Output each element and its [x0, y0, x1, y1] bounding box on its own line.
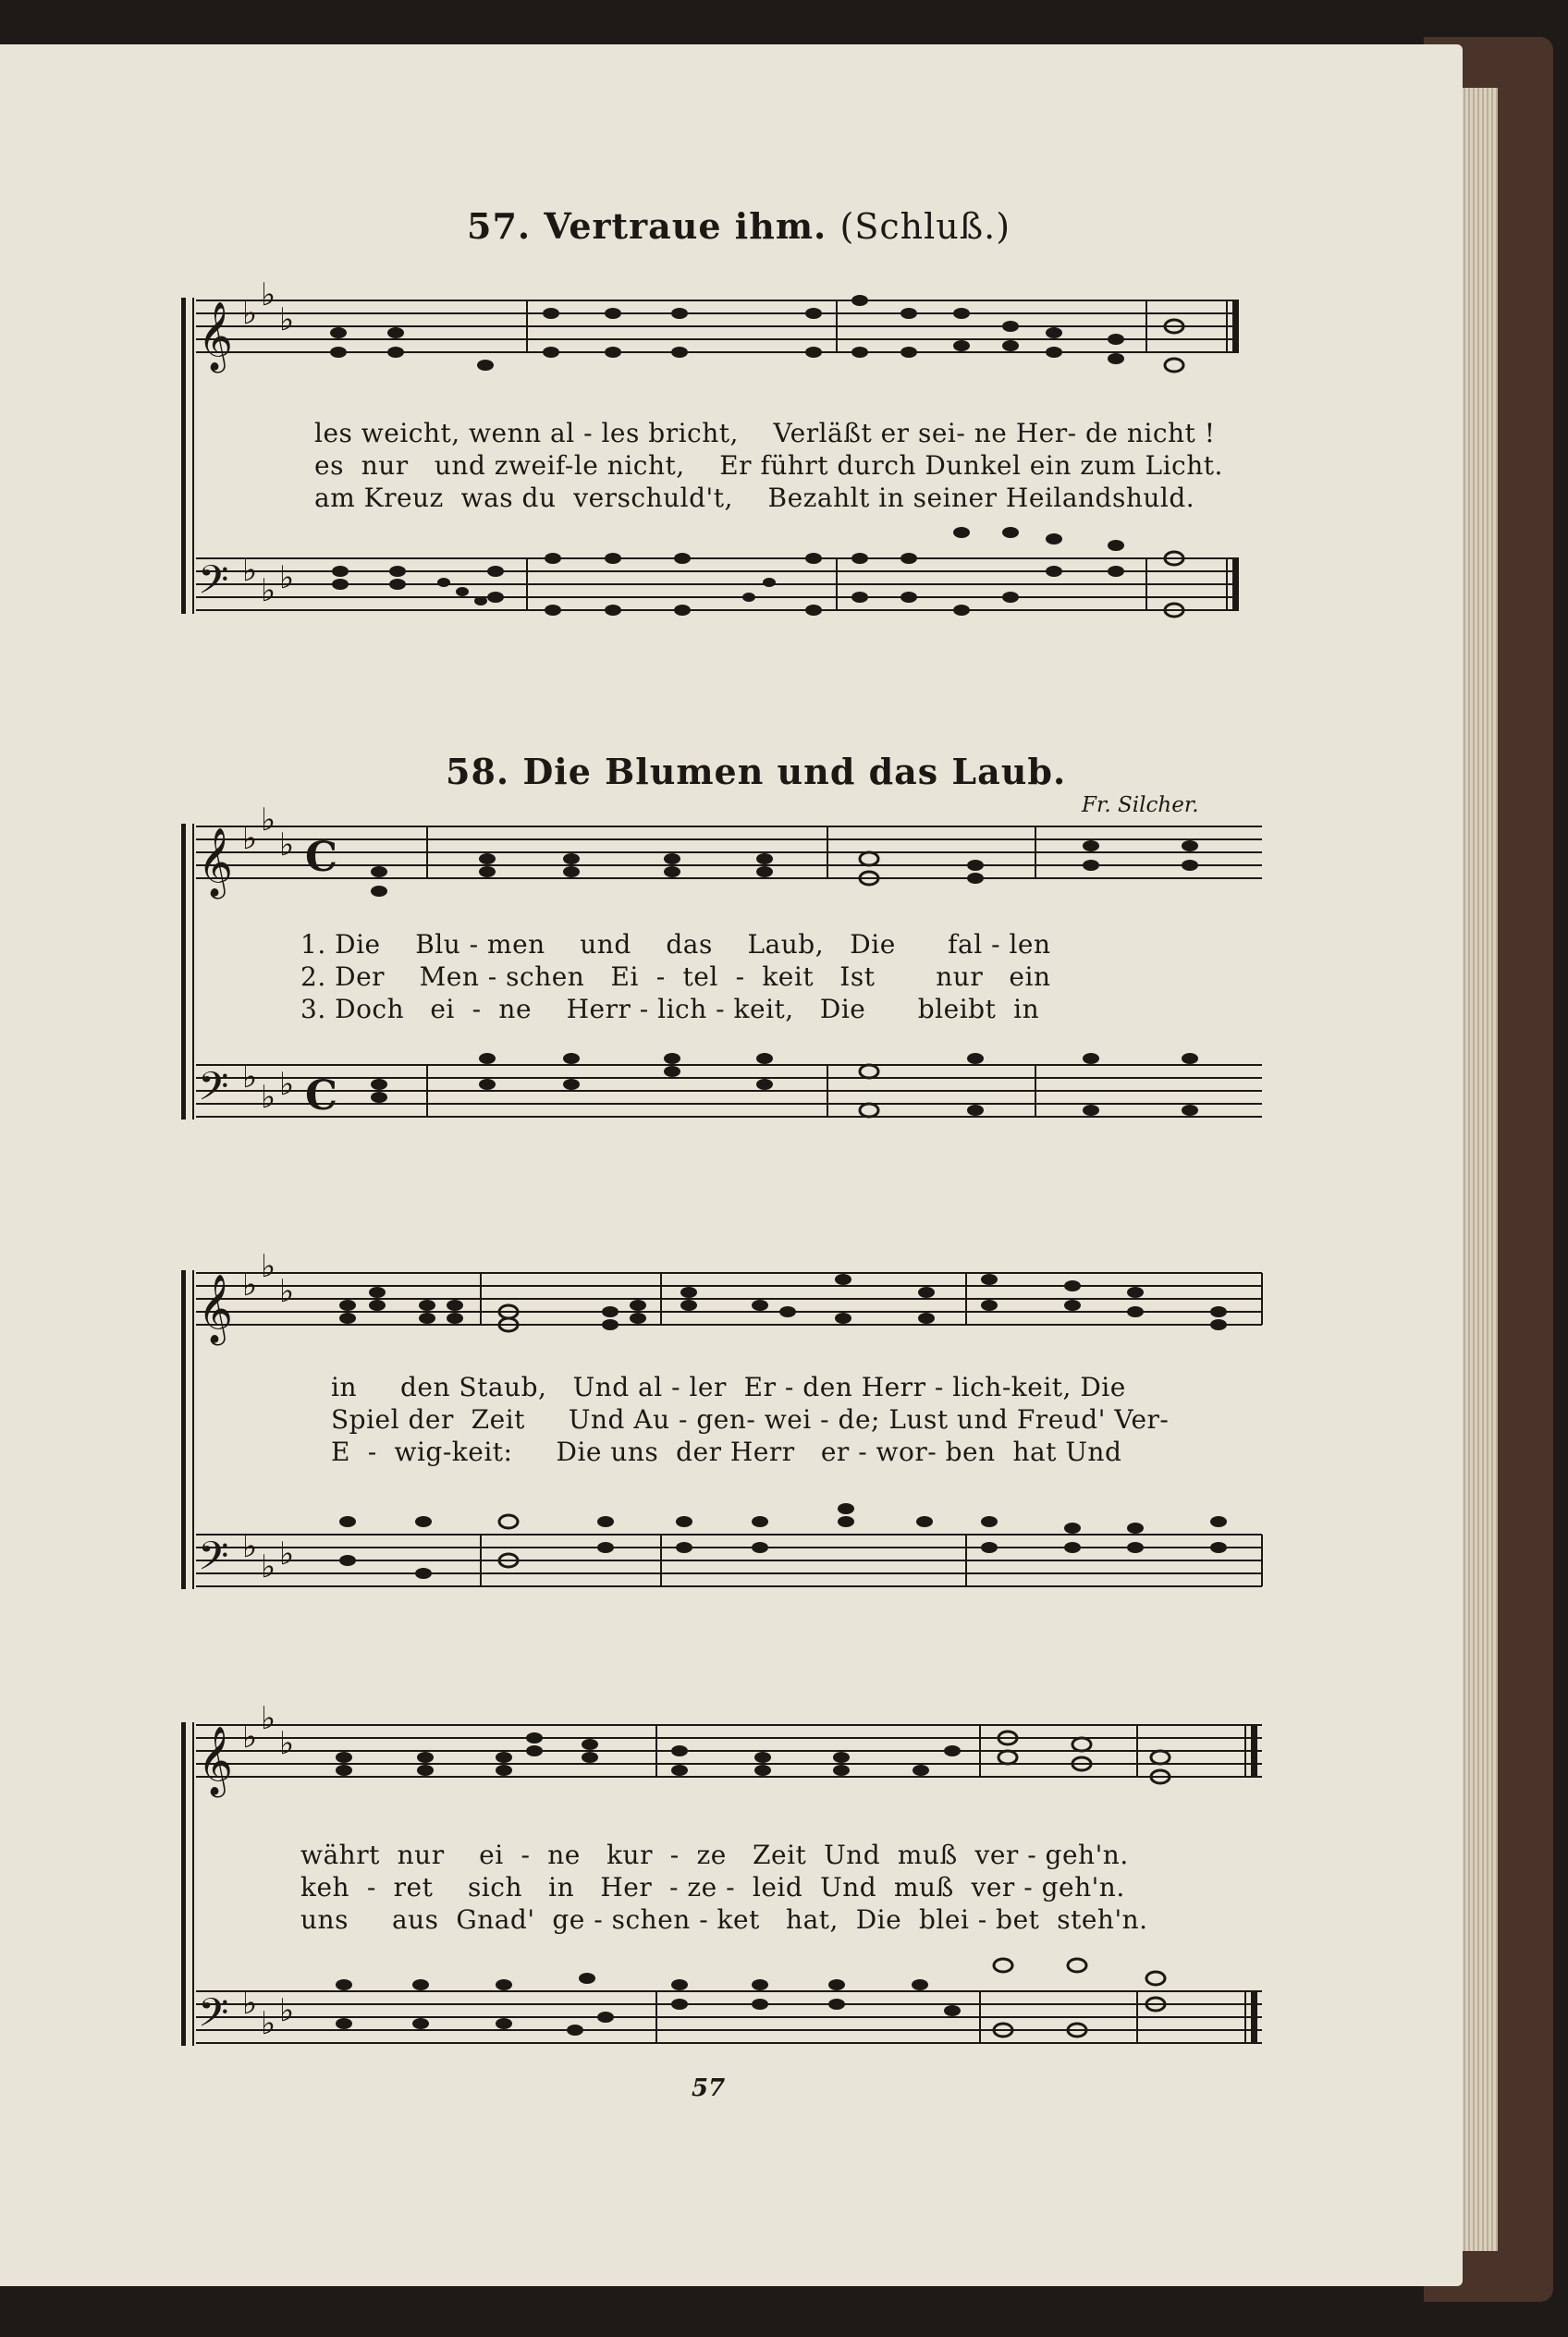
staff-58-s1-bass [196, 1065, 1262, 1117]
svg-text:♭: ♭ [261, 572, 276, 609]
svg-text:♭: ♭ [261, 1548, 276, 1585]
system-brackets [181, 298, 194, 2046]
svg-text:𝄢: 𝄢 [198, 1534, 229, 1589]
hymn-57-title-text: 57. Vertraue ihm. [467, 205, 827, 247]
hymn-57-lyric-1: les weicht, wenn al - les bricht, Verläßt er sei- ne Her- de nicht ! [314, 418, 1216, 448]
svg-text:C: C [305, 1072, 338, 1120]
staff-58-s3-treble [196, 1725, 1262, 1777]
svg-text:C: C [305, 834, 338, 881]
final-barlines [1226, 300, 1257, 2043]
svg-text:♭: ♭ [242, 1266, 258, 1303]
hymn-58-s1-lyric-1: 1. Die Blu - men und das Laub, Die fal - len [300, 929, 1051, 960]
clefs-and-signatures [198, 276, 337, 2046]
svg-text:♭: ♭ [261, 1248, 276, 1285]
hymn-57-subtitle: (Schluß.) [839, 206, 1011, 247]
svg-text:𝄞: 𝄞 [198, 1727, 233, 1795]
svg-text:♭: ♭ [242, 1528, 258, 1565]
hymn-58-s2-lyric-3: E - wig-keit: Die uns der Herr er - wor- ben hat Und [331, 1437, 1122, 1467]
hymn-58-s3-lyric-2: keh - ret sich in Her - ze - leid Und muß ver - geh'n. [300, 1872, 1125, 1903]
hymn-58-s3-lyric-3: uns aus Gnad' ge - schen - ket hat, Die blei - bet steh'n. [300, 1904, 1148, 1935]
hymn-57-title [467, 205, 1011, 247]
svg-text:𝄞: 𝄞 [198, 828, 233, 897]
svg-text:♭: ♭ [279, 1725, 295, 1762]
hymn-58-s1-lyric-3: 3. Doch ei - ne Herr - lich - keit, Die bleibt in [300, 994, 1040, 1024]
svg-text:𝄢: 𝄢 [198, 1064, 229, 1120]
svg-text:♭: ♭ [279, 1066, 295, 1103]
svg-text:♭: ♭ [279, 559, 295, 596]
svg-text:♭: ♭ [261, 276, 276, 313]
svg-text:♭: ♭ [279, 1992, 295, 2029]
hymn-57-lyric-3: am Kreuz was du verschuld't, Bezahlt in seiner Heilandshuld. [314, 483, 1195, 513]
staff-58-s3-bass [196, 1991, 1262, 2043]
svg-text:♭: ♭ [242, 295, 258, 332]
svg-text:♭: ♭ [279, 1536, 295, 1572]
svg-text:♭: ♭ [261, 801, 276, 838]
svg-text:♭: ♭ [279, 301, 295, 338]
page-number: 57 [692, 2074, 726, 2102]
svg-text:𝄢: 𝄢 [198, 1990, 229, 2046]
svg-text:♭: ♭ [279, 826, 295, 863]
svg-text:♭: ♭ [242, 1985, 258, 2022]
composer-credit: Fr. Silcher. [1082, 793, 1199, 817]
hymn-58-s2-lyric-1: in den Staub, Und al - ler Er - den Herr - lich-keit, Die [331, 1372, 1126, 1402]
svg-text:𝄞: 𝄞 [198, 1275, 233, 1343]
svg-text:♭: ♭ [261, 1700, 276, 1737]
hymn-58-s3-lyric-1: währt nur ei - ne kur - ze Zeit Und muß ver - geh'n. [300, 1840, 1129, 1870]
hymn-58-title: 58. Die Blumen und das Laub. [446, 751, 1067, 792]
svg-text:♭: ♭ [261, 2005, 276, 2042]
staff-58-s2-treble [196, 1273, 1262, 1325]
svg-text:♭: ♭ [261, 1079, 276, 1116]
staff-58-s1-treble [196, 826, 1262, 878]
staff-57-treble [196, 300, 1239, 352]
svg-text:♭: ♭ [242, 1058, 258, 1095]
staff-57-bass [196, 558, 1239, 610]
svg-text:𝄢: 𝄢 [198, 557, 229, 613]
svg-text:♭: ♭ [242, 820, 258, 857]
svg-text:♭: ♭ [242, 552, 258, 589]
svg-text:♭: ♭ [279, 1273, 295, 1310]
hymn-58-s2-lyric-2: Spiel der Zeit Und Au - gen- wei - de; Lust und Freud' Ver- [331, 1404, 1170, 1435]
noteheads [330, 295, 1227, 2037]
hymn-57-lyric-2: es nur und zweif-le nicht, Er führt durch Dunkel ein zum Licht. [314, 450, 1223, 481]
svg-text:♭: ♭ [242, 1719, 258, 1756]
svg-text:𝄞: 𝄞 [198, 302, 233, 371]
notes-57-treble [330, 295, 1183, 372]
hymn-58-s1-lyric-2: 2. Der Men - schen Ei - tel - keit Ist nur ein [300, 961, 1051, 992]
